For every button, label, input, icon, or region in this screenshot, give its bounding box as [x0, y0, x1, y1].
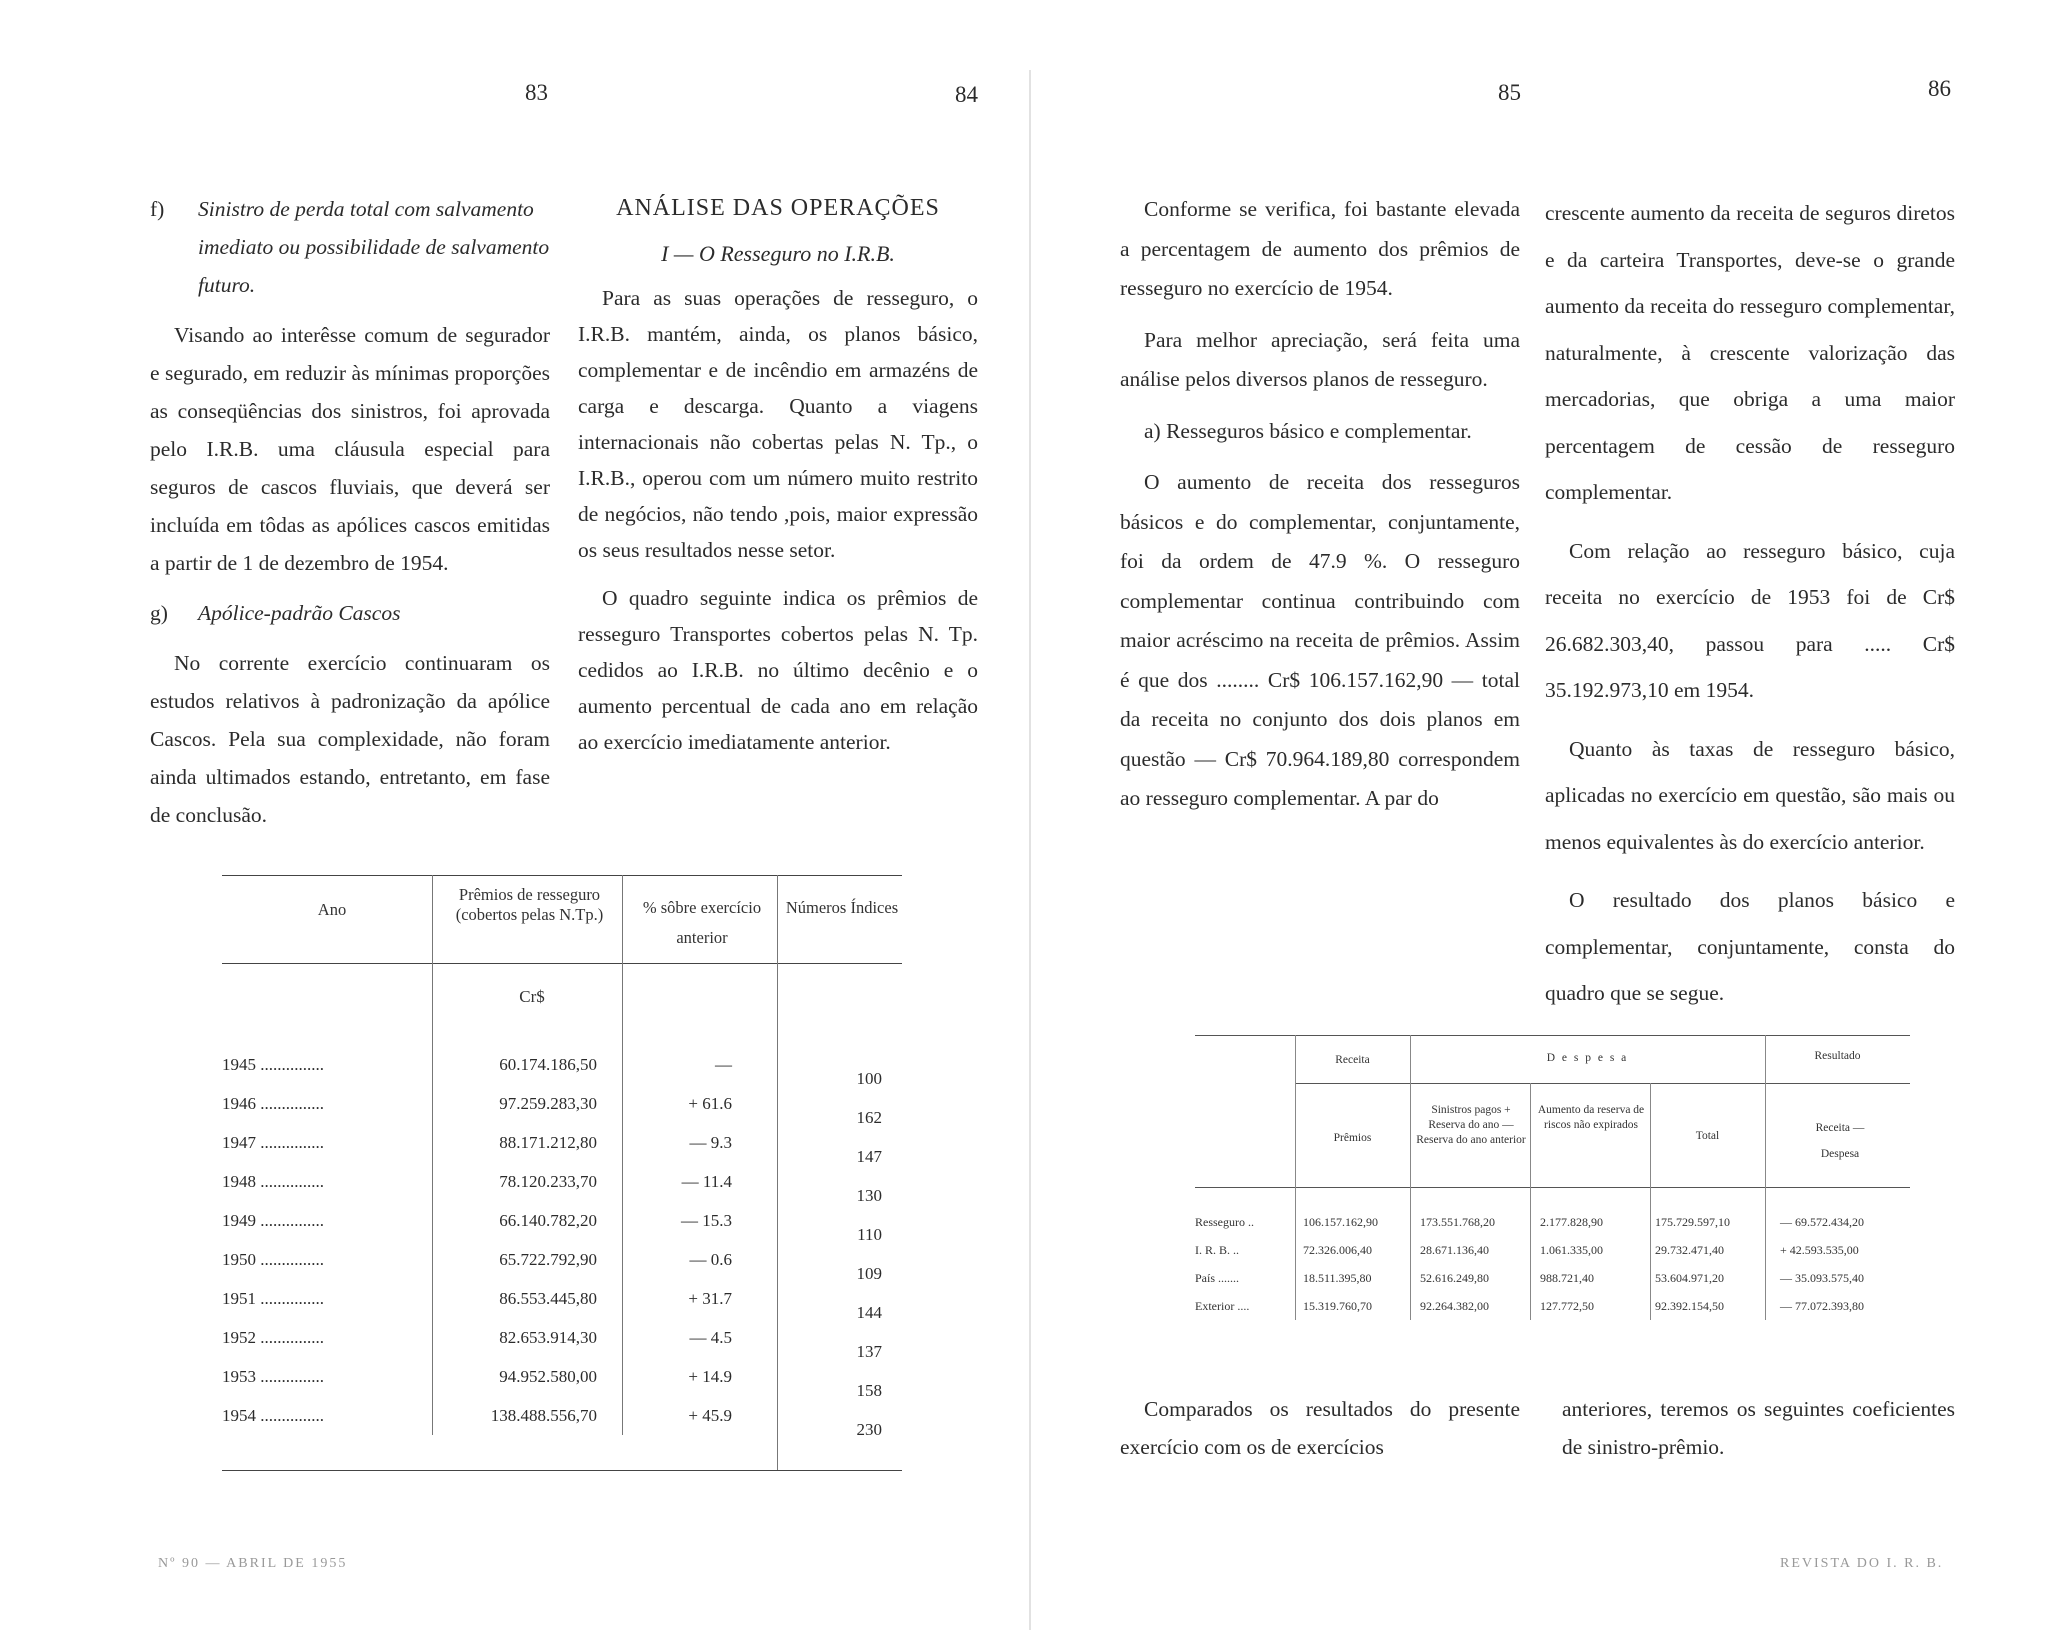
cell-premium: 60.174.186,50 — [499, 1055, 597, 1074]
cell-aumento: 1.061.335,00 — [1540, 1243, 1603, 1257]
table-row — [222, 1211, 902, 1250]
paragraph: Quanto às taxas de resseguro básico, aplicadas no exercício em questão, são mais ou menos equivalentes às do exercício anterior. — [1545, 736, 1955, 854]
cell-year: 1954 ............... — [222, 1406, 324, 1425]
cell-year: 1945 ............... — [222, 1055, 324, 1074]
cell-label: Exterior .... — [1195, 1299, 1250, 1313]
cell-index: 230 — [856, 1420, 882, 1439]
col-header-index: Números Índices — [785, 898, 899, 917]
section-heading: ANÁLISE DAS OPERAÇÕES — [616, 195, 940, 221]
cell-year: 1952 ............... — [222, 1328, 324, 1347]
footer-left: Nº 90 — ABRIL DE 1955 — [158, 1556, 348, 1571]
cell-aumento: 988.721,40 — [1540, 1271, 1594, 1285]
table-rule — [1195, 1187, 1910, 1188]
cell-premium: 66.140.782,20 — [499, 1211, 597, 1230]
table-row — [1195, 1243, 1910, 1271]
cell-year: 1950 ............... — [222, 1250, 324, 1269]
cell-pct: — 11.4 — [681, 1172, 732, 1191]
cell-label: I. R. B. .. — [1195, 1243, 1240, 1257]
col-header-sinistros: Sinistros pagos + Reserva do ano — Reserva do ano anterior — [1416, 1104, 1526, 1146]
cell-aumento: 2.177.828,90 — [1540, 1215, 1603, 1229]
table-rule — [222, 1470, 902, 1471]
cell-index: 147 — [856, 1147, 882, 1166]
table-row — [222, 1250, 902, 1289]
cell-sinistros: 173.551.768,20 — [1420, 1215, 1495, 1229]
cell-total: 175.729.597,10 — [1655, 1215, 1730, 1229]
cell-total: 92.392.154,50 — [1655, 1299, 1724, 1313]
table-row — [222, 1367, 902, 1406]
column-page-83 — [150, 190, 550, 846]
cell-index: 109 — [856, 1264, 882, 1283]
cell-pct: + 45.9 — [688, 1406, 732, 1425]
paragraph: Para melhor apreciação, será feita uma análise pelos diversos planos de resseguro. — [1120, 327, 1520, 391]
paragraph: O resultado dos planos básico e complementar, conjuntamente, consta do quadro que se segue. — [1545, 888, 1955, 1005]
cell-pct: — 0.6 — [689, 1250, 732, 1269]
cell-premium: 86.553.445,80 — [499, 1289, 597, 1308]
cell-total: 53.604.971,20 — [1655, 1271, 1724, 1285]
col-header-pct: % sôbre exercício anterior — [642, 898, 762, 947]
currency-label: Cr$ — [519, 987, 545, 1006]
cell-pct: + 61.6 — [688, 1094, 732, 1113]
cell-index: 162 — [856, 1108, 882, 1127]
col-header-despesa: D e s p e s a — [1546, 1052, 1629, 1064]
bottom-text-page-86 — [1562, 1390, 1955, 1478]
cell-resultado: + 42.593.535,00 — [1780, 1243, 1859, 1257]
cell-year: 1949 ............... — [222, 1211, 324, 1230]
col-header-receita: Receita — [1335, 1054, 1370, 1066]
cell-year: 1948 ............... — [222, 1172, 324, 1191]
cell-year: 1953 ............... — [222, 1367, 324, 1386]
left-page-spread — [0, 0, 1030, 1645]
cell-pct: — 15.3 — [681, 1211, 732, 1230]
cell-resultado: — 69.572.434,20 — [1780, 1215, 1864, 1229]
cell-index: 137 — [856, 1342, 882, 1361]
paragraph: No corrente exercício continuaram os estudos relativos à padronização da apólice Cascos. Pela sua complexidade, não foram ainda ultimados estando, entretanto, em fase de conclusão. — [150, 651, 550, 827]
col-header-premium: Prêmios de resseguro (cobertos pelas N.Tp.) — [455, 885, 604, 924]
cell-pct: + 14.9 — [688, 1367, 732, 1386]
table-row — [222, 1328, 902, 1367]
bottom-text-page-85 — [1120, 1390, 1520, 1478]
table-row — [222, 1289, 902, 1328]
item-f-text: Sinistro de perda total com salvamento imediato ou possibilidade de salvamento futuro. — [198, 197, 550, 297]
cell-index: 144 — [856, 1303, 882, 1322]
table-rule — [222, 963, 902, 964]
table-row — [222, 1406, 902, 1445]
cell-pct: + 31.7 — [688, 1289, 732, 1308]
cell-label: País ....... — [1195, 1271, 1240, 1285]
item-a: a) Resseguros básico e complementar. — [1144, 418, 1472, 443]
cell-total: 29.732.471,40 — [1655, 1243, 1724, 1257]
table-row — [1195, 1271, 1910, 1299]
cell-premios: 18.511.395,80 — [1303, 1271, 1372, 1285]
cell-sinistros: 92.264.382,00 — [1420, 1299, 1489, 1313]
cell-sinistros: 52.616.249,80 — [1420, 1271, 1489, 1285]
page-number-83: 83 — [525, 80, 548, 105]
cell-premium: 94.952.580,00 — [499, 1367, 597, 1386]
cell-year: 1951 ............... — [222, 1289, 324, 1308]
cell-index: 110 — [857, 1225, 882, 1244]
right-page-spread — [1030, 0, 2062, 1645]
paragraph: anteriores, teremos os seguintes coeficientes de sinistro-prêmio. — [1562, 1397, 1955, 1459]
cell-year: 1947 ............... — [222, 1133, 324, 1152]
table-row — [222, 1133, 902, 1172]
item-f — [150, 190, 550, 304]
cell-premium: 78.120.233,70 — [499, 1172, 597, 1191]
col-header-resultado: Resultado — [1814, 1050, 1861, 1062]
item-g — [150, 594, 550, 632]
item-g-marker: g) — [150, 601, 168, 625]
page-number-84: 84 — [955, 82, 978, 107]
cell-sinistros: 28.671.136,40 — [1420, 1243, 1489, 1257]
section-subheading: I — O Resseguro no I.R.B. — [661, 241, 895, 266]
table-rule — [222, 875, 902, 876]
table-row — [222, 1094, 902, 1133]
cell-label: Resseguro .. — [1195, 1215, 1254, 1229]
column-page-85 — [1120, 190, 1520, 831]
cell-premium: 88.171.212,80 — [499, 1133, 597, 1152]
paragraph: Para as suas operações de resseguro, o I.R.B. mantém, ainda, os planos básico, complementar e de incêndio em armazéns de carga e descarga. Quanto a viagens internacionais não cobertas pelas N. Tp., o I.R.B., operou com um número muito restrito de negócios, não tendo ,pois, maior expressão os seus resultados nesse setor. — [578, 286, 978, 562]
table-row — [222, 1172, 902, 1211]
cell-resultado: — 77.072.393,80 — [1780, 1299, 1864, 1313]
cell-aumento: 127.772,50 — [1540, 1299, 1594, 1313]
item-g-text: Apólice-padrão Cascos — [198, 601, 401, 625]
paragraph: Visando ao interêsse comum de segurador e segurado, em reduzir às mínimas proporções as conseqüências dos sinistros, foi aprovada pelo I.R.B. uma cláusula especial para seguros de cascos fluviais, que deverá ser incluída em tôdas as apólices cascos emitidas a partir de 1 de dezembro de 1954. — [150, 323, 550, 575]
cell-index: 100 — [856, 1069, 882, 1088]
table-rule — [1195, 1035, 1910, 1036]
cell-premium: 97.259.283,30 — [499, 1094, 597, 1113]
page-number-86: 86 — [1928, 76, 1951, 101]
col-header-rec-desp: Receita — Despesa — [1815, 1122, 1865, 1160]
column-page-86 — [1545, 190, 1955, 1029]
col-header-total: Total — [1695, 1130, 1720, 1142]
table-row — [1195, 1299, 1910, 1327]
cell-pct: — 9.3 — [689, 1133, 732, 1152]
page-number-85: 85 — [1498, 80, 1521, 105]
paragraph: Comparados os resultados do presente exercício com os de exercícios — [1120, 1397, 1520, 1459]
paragraph: crescente aumento da receita de seguros diretos e da carteira Transportes, deve-se o grande aumento da receita do resseguro complementar, naturalmente, à crescente valorização das mercadorias, que obriga a uma maior percentagem de cessão de resseguro complementar. — [1545, 201, 1955, 504]
column-page-84 — [578, 190, 978, 772]
cell-premios: 15.319.760,70 — [1303, 1299, 1372, 1313]
table-rule — [1295, 1083, 1910, 1084]
col-header-year: Ano — [317, 900, 347, 919]
cell-index: 130 — [856, 1186, 882, 1205]
paragraph: O aumento de receita dos resseguros básicos e do complementar, conjuntamente, foi da ordem de 47.9 %. O resseguro complementar continua contribuindo com maior acréscimo na receita de prêmios. Assim é que dos ........ Cr$ 106.157.162,90 — total da receita no conjunto dos dois planos em questão — Cr$ 70.964.189,80 correspondem ao resseguro complementar. A par do — [1120, 470, 1520, 810]
cell-year: 1946 ............... — [222, 1094, 324, 1113]
paragraph: O quadro seguinte indica os prêmios de resseguro Transportes cobertos pelas N. Tp. cedidos ao I.R.B. no último decênio e o aumento percentual de cada ano em relação ao exercício imediatamente anterior. — [578, 586, 978, 754]
cell-premium: 82.653.914,30 — [499, 1328, 597, 1347]
col-header-premios: Prêmios — [1333, 1132, 1372, 1144]
cell-resultado: — 35.093.575,40 — [1780, 1271, 1864, 1285]
footer-right: REVISTA DO I. R. B. — [1780, 1556, 1944, 1571]
item-f-marker: f) — [150, 197, 165, 221]
cell-premium: 138.488.556,70 — [490, 1406, 597, 1425]
cell-premios: 106.157.162,90 — [1303, 1215, 1378, 1229]
cell-index: 158 — [856, 1381, 882, 1400]
cell-pct: — 4.5 — [689, 1328, 732, 1347]
table-row — [222, 1055, 902, 1094]
table-row — [1195, 1215, 1910, 1243]
cell-premium: 65.722.792,90 — [499, 1250, 597, 1269]
paragraph: Com relação ao resseguro básico, cuja receita no exercício de 1953 foi de Cr$ 26.682.303,40, passou para ..... Cr$ 35.192.973,10 em 1954. — [1545, 538, 1955, 702]
col-header-aumento: Aumento da reserva de riscos não expirados — [1537, 1104, 1645, 1131]
paragraph: Conforme se verifica, foi bastante elevada a percentagem de aumento dos prêmios de resseguro no exercício de 1954. — [1120, 197, 1520, 300]
cell-premios: 72.326.006,40 — [1303, 1243, 1372, 1257]
cell-pct: — — [715, 1055, 732, 1074]
